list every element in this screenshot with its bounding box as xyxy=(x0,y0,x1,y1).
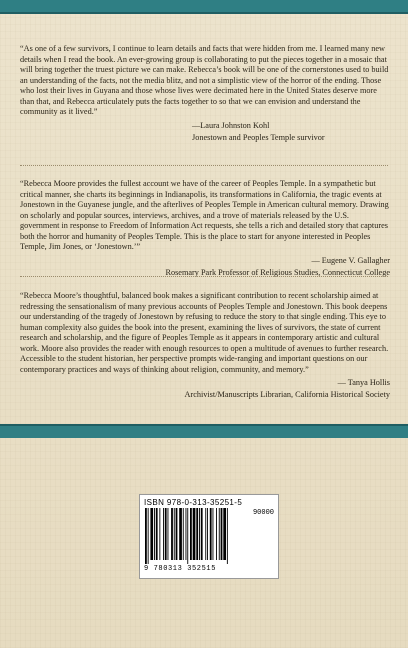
isbn-number: ISBN 978-0-313-35251-5 xyxy=(144,498,243,507)
barcode-bar xyxy=(186,508,187,560)
quote-author: — Eugene V. Gallagher xyxy=(311,255,390,265)
barcode-bar xyxy=(174,508,175,560)
barcode-bar xyxy=(201,508,203,560)
barcode-digits: 9 780313 352515 xyxy=(144,565,217,573)
barcode-bar xyxy=(165,508,167,560)
top-color-band xyxy=(0,0,408,14)
barcode-bar xyxy=(163,508,164,560)
barcode-bar xyxy=(150,508,153,560)
divider xyxy=(20,276,388,277)
barcode-bar xyxy=(168,508,169,560)
barcode-bar xyxy=(213,508,214,560)
barcode-bar xyxy=(219,508,220,560)
barcode-bar xyxy=(205,508,206,560)
barcode-bar xyxy=(171,508,173,560)
barcode-bar xyxy=(148,508,149,564)
barcode-bar xyxy=(221,508,223,560)
barcode-bar xyxy=(210,508,212,560)
quote-text: “Rebecca Moore provides the fullest account we have of the career of Peoples Temple. In a sympathetic but critical manner, she charts its beginnings in Indianapolis, its transformations in California, the tragic events at Jonestown in the Guyanese jungle, and the afterlives of Peoples Temple in American cultural memory. Drawing on scholarly and popular sources, interviews, archives, and a trove of materials released by the U.S. government in response to Freedom of Information Act requests, she tells a rich and detailed story that captures both the horror and humanity of Peoples Temple. This is the place to start for anyone interested in Peoples Temple, Jim Jones, or ‘Jonestown.’” xyxy=(20,179,389,252)
quote-text: “As one of a few survivors, I continue to learn details and facts that were hidden from me. I learned many new details when I read the book. An ever-growing group is collaborating to put the pieces together in a mosaic that will bring together the truest picture we can make. Rebecca’s book will be one of the cornerstones used to build an understanding of the facts, not the media blitz, and not a simplistic view of the horror of the ending. Those who lost their lives in Guyana and those whose lives were decimated here in the United States deserve more than that, and Rebecca articulately puts the facts together to so that we can envision and understand the community as it lived.” xyxy=(20,44,389,117)
barcode-bar xyxy=(193,508,196,560)
bottom-color-band xyxy=(0,424,408,438)
quote-affiliation: Rosemary Park Professor of Religious Studies, Connecticut College xyxy=(165,267,390,277)
barcode-bar xyxy=(183,508,184,560)
quote-author: — Tanya Hollis xyxy=(337,378,390,388)
barcode-bar xyxy=(179,508,182,560)
barcode-bar xyxy=(154,508,155,560)
barcode-bar xyxy=(196,508,198,560)
endorsement-gallagher xyxy=(20,179,390,279)
barcode-bar xyxy=(227,508,228,564)
barcode-bar xyxy=(207,508,208,560)
quote-affiliation: Jonestown and Peoples Temple survivor xyxy=(192,132,325,142)
price-code: 90000 xyxy=(252,509,274,517)
quote-affiliation: Archivist/Manuscripts Librarian, California Historical Society xyxy=(184,390,390,400)
quote-author: —Laura Johnston Kohl xyxy=(192,120,270,130)
endorsement-kohl xyxy=(20,44,390,144)
barcode-bar xyxy=(156,508,158,560)
barcode-bar xyxy=(176,508,178,560)
barcode-bar xyxy=(190,508,192,560)
barcode-bar xyxy=(187,508,188,564)
barcode-bar xyxy=(199,508,200,560)
barcode-bar xyxy=(223,508,226,560)
barcode-bar xyxy=(159,508,160,560)
quote-text: “Rebecca Moore’s thoughtful, balanced book makes a significant contribution to recent scholarship aimed at redressing the sensationalism of many previous accounts of Peoples Temple and Jonestown. This book deepens our understanding of the tragedy of Jonestown by refusing to reduce the story to that single ending. This eye to human complexity also guides the book into the present, examining the lives of survivors, the state of current research and scholarship, and the figure of Peoples Temple as it appears in contemporary artistic and cultural work. Moore also provides the reader with enough resources to open a multitude of avenues to further research. Accessible to the student historian, her perspective prompts wide-ranging and important questions on our contemporary practices and ways of thinking about religion, community, and memory.” xyxy=(20,291,389,374)
barcode-bar xyxy=(216,508,217,560)
endorsement-hollis xyxy=(20,291,390,401)
isbn-barcode xyxy=(139,494,279,579)
divider xyxy=(20,165,388,166)
barcode-bars xyxy=(145,508,273,564)
barcode-bar xyxy=(145,508,147,564)
